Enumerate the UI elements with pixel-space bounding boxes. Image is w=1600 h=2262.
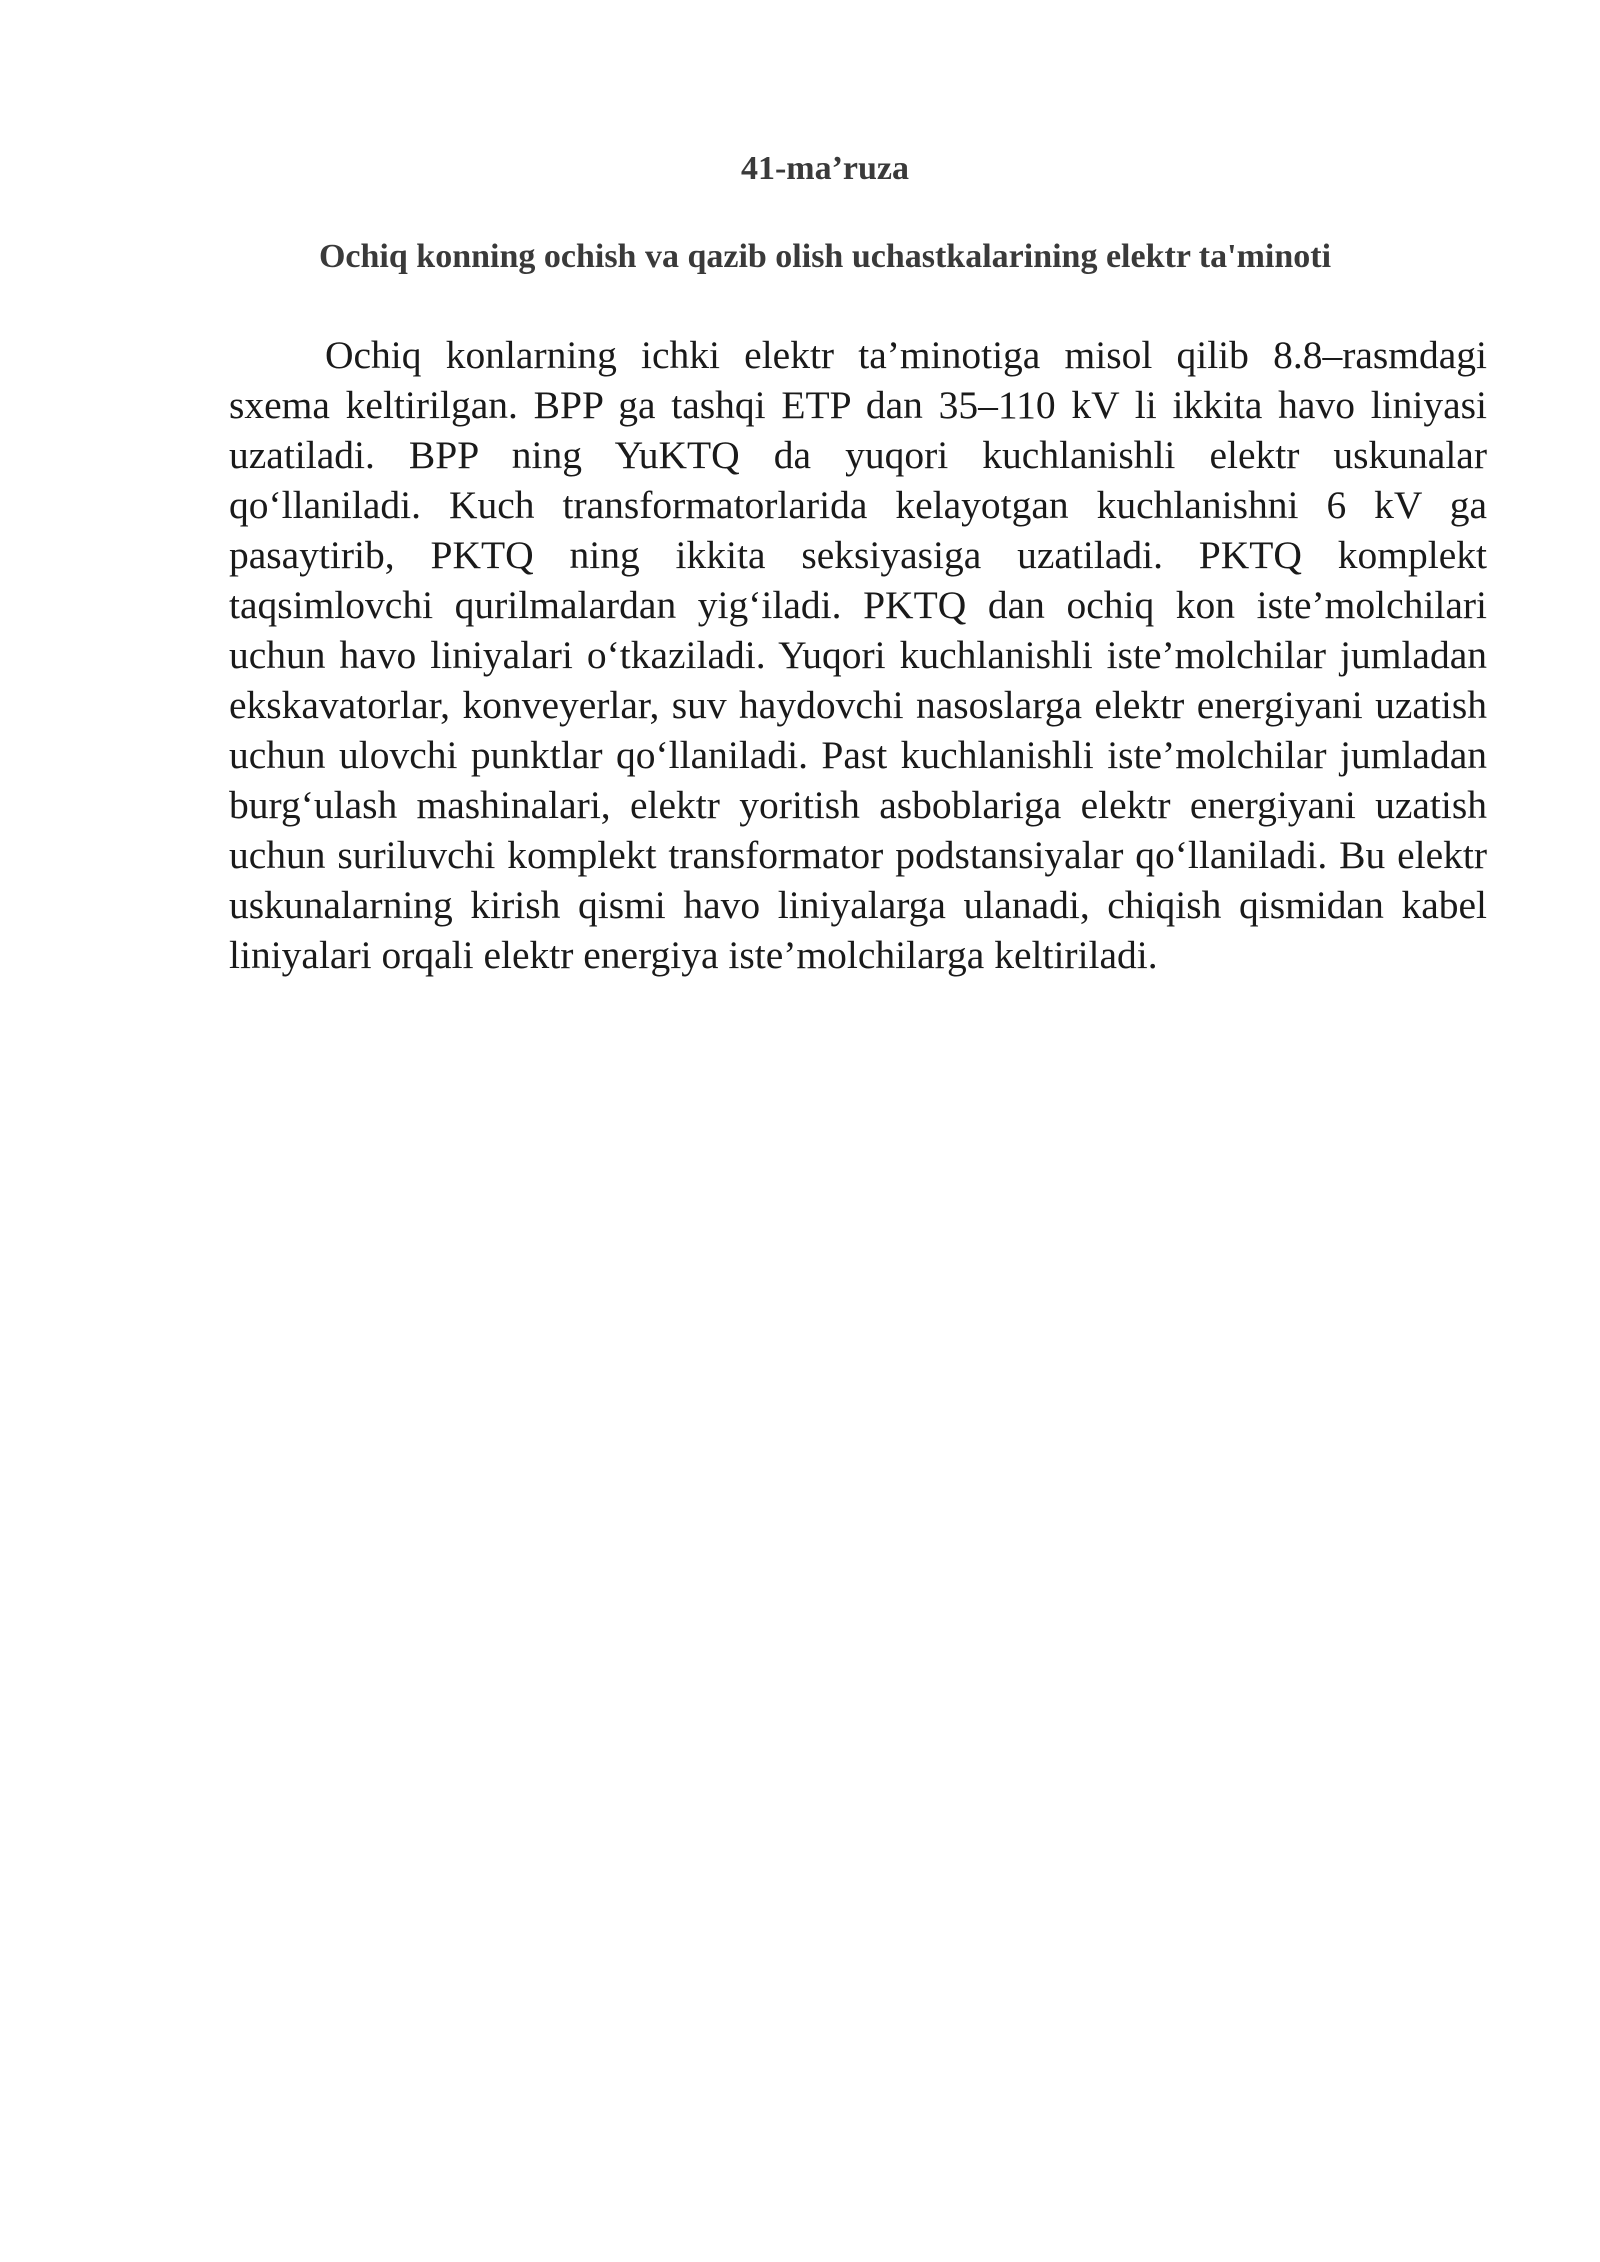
lecture-title: Ochiq konning ochish va qazib olish uchastkalarining elektr ta'minoti <box>318 238 1332 275</box>
body-paragraph: Ochiq konlarning ichki elektr ta’minotiga misol qilib 8.8–rasmdagi sxema keltirilgan. BPP ga tashqi ETP dan 35–110 kV li ikkita havo liniyasi uzatiladi. BPP ning YuKTQ da yuqori kuchlanishli elektr uskunalar qo‘llaniladi. Kuch transformatorlarida kelayotgan kuchlanishni 6 kV ga pasaytirib, PKTQ ning ikkita seksiyasiga uzatiladi. PKTQ komplekt taqsimlovchi qurilmalardan yig‘iladi. PKTQ dan ochiq kon iste’molchilari uchun havo liniyalari o‘tkaziladi. Yuqori kuchlanishli iste’molchilar jumladan ekskavatorlar, konveyerlar, suv haydovchi nasoslarga elektr energiyani uzatish uchun ulovchi punktlar qo‘llaniladi. Past kuchlanishli iste’molchilar jumladan burg‘ulash mashinalari, elektr yoritish asboblariga elektr energiyani uzatish uchun suriluvchi komplekt transformator podstansiyalar qo‘llaniladi. Bu elektr uskunalarning kirish qismi havo liniyalarga ulanadi, chiqish qismidan kabel liniyalari orqali elektr energiya iste’molchilarga keltiriladi. <box>229 333 1487 977</box>
lecture-number: 41-ma’ruza <box>740 150 910 187</box>
